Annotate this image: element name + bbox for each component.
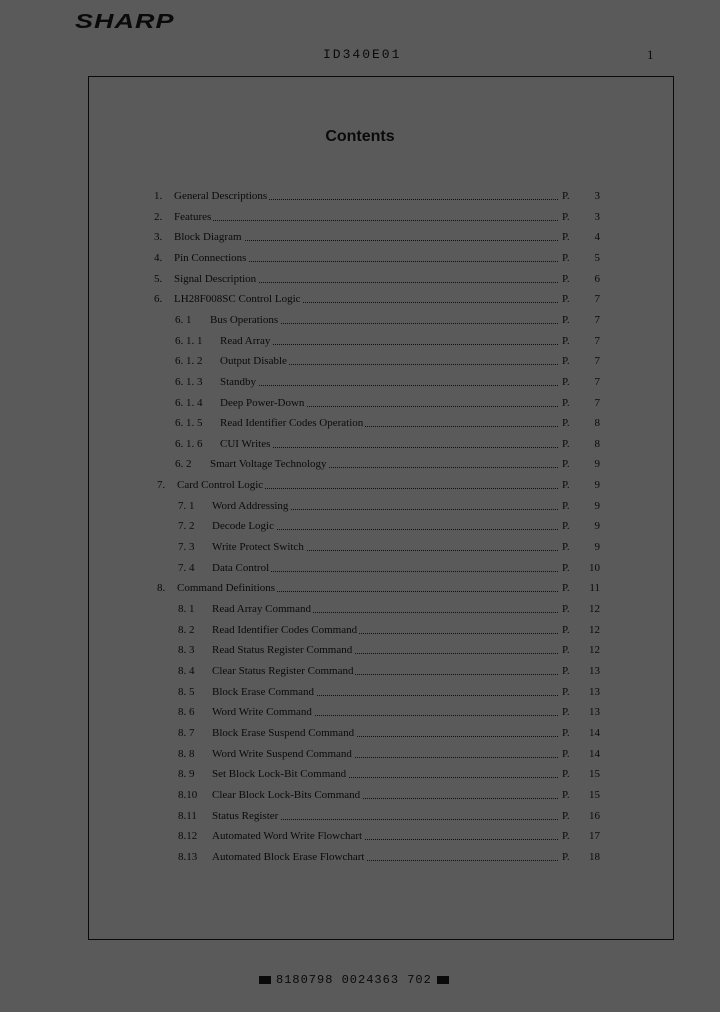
- toc-entry[interactable]: [0, 434, 720, 454]
- toc-label: Features: [174, 207, 213, 227]
- toc-number: 4.: [154, 251, 163, 264]
- toc-page-prefix: P.: [560, 351, 570, 371]
- toc-page-number: 7: [594, 355, 600, 368]
- toc-page-prefix: P.: [560, 454, 570, 474]
- toc-entry[interactable]: [0, 620, 720, 640]
- toc-page-prefix: P.: [560, 248, 570, 268]
- toc-label: Read Status Register Command: [212, 640, 354, 660]
- toc-page-prefix: P.: [560, 640, 570, 660]
- toc-page-number: 9: [594, 520, 600, 533]
- toc-label: Standby: [220, 372, 258, 392]
- toc-entry[interactable]: [0, 723, 720, 743]
- toc-number: 8. 1: [178, 603, 195, 615]
- toc-entry[interactable]: [0, 558, 720, 578]
- toc-page-number: 11: [589, 582, 600, 595]
- toc-page-number: 9: [594, 458, 600, 471]
- toc-page-prefix: P.: [560, 661, 570, 681]
- toc-number: 8.12: [178, 830, 198, 843]
- toc-number: 6. 1. 6: [175, 437, 203, 450]
- toc-number: 6. 1. 2: [175, 355, 203, 368]
- toc-entry[interactable]: [0, 847, 720, 867]
- toc-number: 6. 1. 4: [175, 396, 203, 409]
- black-mark-icon: [259, 976, 271, 984]
- toc-label: Read Array Command: [212, 599, 313, 619]
- toc-number: 8.13: [178, 850, 198, 863]
- toc-page-number: 13: [589, 664, 600, 677]
- toc-page-prefix: P.: [560, 372, 570, 392]
- toc-entry[interactable]: [0, 599, 720, 619]
- toc-page-prefix: P.: [560, 702, 570, 722]
- toc-page-number: 14: [589, 726, 600, 739]
- toc-entry[interactable]: [0, 227, 720, 247]
- toc-entry[interactable]: [0, 351, 720, 371]
- toc-number: 8. 5: [178, 685, 195, 698]
- toc-page-number: 13: [589, 706, 600, 719]
- toc-label: LH28F008SC Control Logic: [174, 289, 303, 309]
- toc-page-prefix: P.: [560, 269, 570, 289]
- document-id: ID340E01: [323, 47, 402, 62]
- toc-number: 1.: [154, 190, 163, 202]
- toc-page-prefix: P.: [560, 289, 570, 309]
- toc-page-prefix: P.: [560, 537, 570, 557]
- toc-number: 6.: [154, 293, 163, 306]
- toc-page-prefix: P.: [560, 806, 570, 826]
- toc-entry[interactable]: [0, 826, 720, 846]
- toc-entry[interactable]: [0, 331, 720, 351]
- toc-entry[interactable]: [0, 516, 720, 536]
- toc-page-prefix: P.: [560, 558, 570, 578]
- toc-entry[interactable]: [0, 475, 720, 495]
- toc-label: Write Protect Switch: [212, 537, 306, 557]
- toc-label: Pin Connections: [174, 248, 248, 268]
- toc-label: Clear Block Lock-Bits Command: [212, 785, 362, 805]
- toc-page-number: 16: [589, 809, 600, 822]
- toc-page-number: 9: [594, 499, 600, 512]
- toc-label: Word Write Suspend Command: [212, 744, 354, 764]
- toc-page-prefix: P.: [560, 331, 570, 351]
- toc-page-number: 18: [589, 850, 600, 863]
- toc-page-prefix: P.: [560, 620, 570, 640]
- toc-page-number: 6: [594, 272, 600, 285]
- toc-entry[interactable]: [0, 207, 720, 227]
- toc-page-number: 10: [589, 561, 600, 574]
- toc-entry[interactable]: [0, 269, 720, 289]
- toc-label: Status Register: [212, 806, 280, 826]
- toc-entry[interactable]: [0, 537, 720, 557]
- toc-label: Read Array: [220, 331, 272, 351]
- toc-label: Smart Voltage Technology: [210, 454, 329, 474]
- toc-entry[interactable]: [0, 764, 720, 784]
- toc-entry[interactable]: [0, 248, 720, 268]
- footer-code-text: 8180798 0024363 702: [276, 973, 432, 987]
- toc-page-prefix: P.: [560, 310, 570, 330]
- toc-entry[interactable]: [0, 372, 720, 392]
- toc-label: Deep Power-Down: [220, 393, 306, 413]
- toc-number: 6. 1. 3: [175, 375, 203, 388]
- toc-entry[interactable]: [0, 289, 720, 309]
- toc-page-prefix: P.: [560, 496, 570, 516]
- toc-entry[interactable]: [0, 578, 720, 598]
- toc-page-number: 7: [594, 293, 600, 306]
- toc-page-prefix: P.: [560, 599, 570, 619]
- page-number: 1: [647, 47, 654, 62]
- toc-page-number: 4: [594, 231, 600, 244]
- toc-entry[interactable]: [0, 393, 720, 413]
- toc-entry[interactable]: [0, 186, 720, 206]
- black-mark-icon: [437, 976, 449, 984]
- toc-number: 7. 2: [178, 520, 195, 533]
- toc-page-number: 3: [594, 210, 600, 223]
- toc-number: 5.: [154, 272, 163, 285]
- toc-entry[interactable]: [0, 640, 720, 660]
- toc-page-number: 7: [594, 313, 600, 326]
- page-title: Contents: [325, 128, 395, 145]
- toc-number: 3.: [154, 231, 163, 244]
- toc-number: 2.: [154, 210, 163, 223]
- toc-label: Word Write Command: [212, 702, 314, 722]
- toc-label: Decode Logic: [212, 516, 276, 536]
- toc-label: General Descriptions: [174, 186, 269, 206]
- toc-page-prefix: P.: [560, 516, 570, 536]
- toc-number: 8.10: [178, 788, 198, 801]
- toc-number: 8. 9: [178, 768, 195, 781]
- toc-page-number: 5: [594, 251, 600, 264]
- toc-page-prefix: P.: [560, 847, 570, 867]
- toc-label: Output Disable: [220, 351, 289, 371]
- toc-number: 8.: [157, 582, 166, 595]
- toc-number: 6. 1. 5: [175, 417, 203, 430]
- toc-page-number: 8: [594, 437, 600, 450]
- toc-label: Command Definitions: [177, 578, 277, 598]
- toc-page-prefix: P.: [560, 393, 570, 413]
- toc-page-number: 8: [594, 417, 600, 430]
- toc-page-prefix: P.: [560, 826, 570, 846]
- toc-page-number: 3: [594, 190, 600, 202]
- toc-page-number: 9: [594, 541, 600, 554]
- toc-page-prefix: P.: [560, 785, 570, 805]
- toc-page-number: 17: [589, 830, 600, 843]
- toc-number: 6. 2: [175, 458, 192, 471]
- toc-number: 6. 1. 1: [175, 334, 203, 347]
- toc-page-number: 12: [589, 603, 600, 615]
- toc-label: Automated Word Write Flowchart: [212, 826, 364, 846]
- toc-page-prefix: P.: [560, 227, 570, 247]
- toc-entry[interactable]: [0, 744, 720, 764]
- toc-entry[interactable]: [0, 454, 720, 474]
- toc-number: 8. 7: [178, 726, 195, 739]
- toc-page-prefix: P.: [560, 723, 570, 743]
- toc-page-prefix: P.: [560, 207, 570, 227]
- toc-label: Block Diagram: [174, 227, 244, 247]
- toc-number: 7. 1: [178, 499, 195, 512]
- toc-page-number: 7: [594, 334, 600, 347]
- toc-page-number: 7: [594, 396, 600, 409]
- toc-page-prefix: P.: [560, 434, 570, 454]
- toc-page-number: 12: [589, 623, 600, 636]
- toc-entry[interactable]: [0, 785, 720, 805]
- toc-entry[interactable]: [0, 310, 720, 330]
- footer-code: [254, 973, 454, 987]
- toc-number: 7.: [157, 479, 166, 492]
- toc-label: Set Block Lock-Bit Command: [212, 764, 348, 784]
- toc-page-number: 15: [589, 768, 600, 781]
- toc-number: 8. 3: [178, 644, 195, 657]
- toc-page-prefix: P.: [560, 578, 570, 598]
- toc-page-prefix: P.: [560, 413, 570, 433]
- toc-label: Clear Status Register Command: [212, 661, 355, 681]
- toc-page-prefix: P.: [560, 475, 570, 495]
- toc-page-number: 14: [589, 747, 600, 760]
- toc-number: 8. 8: [178, 747, 195, 760]
- toc-entry[interactable]: [0, 806, 720, 826]
- toc-label: Bus Operations: [210, 310, 280, 330]
- toc-label: Card Control Logic: [177, 475, 265, 495]
- toc-entry[interactable]: [0, 413, 720, 433]
- toc-entry[interactable]: [0, 682, 720, 702]
- toc-page-number: 7: [594, 375, 600, 388]
- toc-number: 8. 2: [178, 623, 195, 636]
- toc-label: Read Identifier Codes Command: [212, 620, 359, 640]
- toc-label: Word Addressing: [212, 496, 290, 516]
- toc-entry[interactable]: [0, 702, 720, 722]
- toc-label: Block Erase Suspend Command: [212, 723, 356, 743]
- toc-number: 6. 1: [175, 313, 192, 326]
- toc-label: Automated Block Erase Flowchart: [212, 847, 366, 867]
- toc-page-prefix: P.: [560, 764, 570, 784]
- toc-entry[interactable]: [0, 661, 720, 681]
- toc-page-prefix: P.: [560, 682, 570, 702]
- toc-number: 8. 6: [178, 706, 195, 719]
- toc-page-number: 12: [589, 644, 600, 657]
- toc-label: Block Erase Command: [212, 682, 316, 702]
- toc-page-prefix: P.: [560, 744, 570, 764]
- toc-label: Read Identifier Codes Operation: [220, 413, 365, 433]
- toc-number: 8.11: [178, 809, 197, 822]
- sharp-logo: SHARP: [75, 10, 175, 33]
- toc-number: 8. 4: [178, 664, 195, 677]
- toc-entry[interactable]: [0, 496, 720, 516]
- toc-number: 7. 4: [178, 561, 195, 574]
- toc-leader-dots: [220, 385, 558, 386]
- toc-page-number: 15: [589, 788, 600, 801]
- toc-page-number: 13: [589, 685, 600, 698]
- toc-leader-dots: [174, 220, 558, 221]
- toc-page-number: 9: [594, 479, 600, 492]
- toc-number: 7. 3: [178, 541, 195, 554]
- toc-label: CUI Writes: [220, 434, 272, 454]
- toc-label: Signal Description: [174, 269, 258, 289]
- toc-label: Data Control: [212, 558, 271, 578]
- toc-page-prefix: P.: [560, 186, 570, 206]
